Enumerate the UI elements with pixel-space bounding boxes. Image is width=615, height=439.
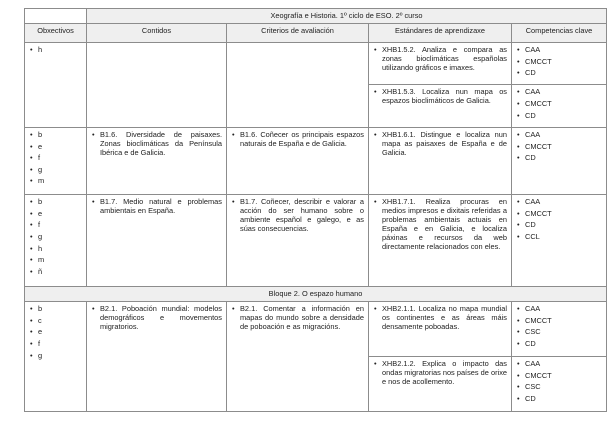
competencias-cell — [512, 195, 607, 287]
competencia-item: • CAA — [516, 87, 602, 96]
table-row — [25, 195, 607, 287]
standard-text: • XHB1.7.1. Realiza procuras en medios impresos e dixitais referidas a problemas ambientais actuais en España e en Galicia, e localiza páxinas e recursos da web directamente relacionados con eles. — [373, 197, 507, 251]
competencias-cell — [512, 85, 607, 127]
competencia-item: • CD — [516, 394, 602, 403]
table-title: Xeografía e Historia. 1º ciclo de ESO. 2º curso — [87, 9, 607, 24]
curriculum-table-body — [25, 9, 607, 412]
criterio-text: • B1.6. Coñecer os principais espazos naturais de España e de Galicia. — [231, 130, 364, 148]
header-criterios: Criterios de avaliación — [227, 23, 369, 42]
obxectivo-item: • e — [29, 209, 82, 218]
competencia-item: • CMCCT — [516, 99, 602, 108]
obxectivo-item: • f — [29, 339, 82, 348]
contido-text: • B1.7. Medio natural e problemas ambientais en España. — [91, 197, 222, 215]
standard-text-cell — [369, 42, 512, 84]
criterio-text-cell — [227, 42, 369, 127]
standard-text: • XHB1.5.2. Analiza e compara as zonas bioclimáticas españolas utilizando gráficos e imaxes. — [373, 45, 507, 72]
standard-text: • XHB1.6.1. Distingue e localiza nun mapa as paisaxes de España e de Galicia. — [373, 130, 507, 157]
standard-text-cell — [369, 357, 512, 412]
criterio-text-cell — [227, 302, 369, 412]
obxectivo-item: • g — [29, 165, 82, 174]
standard-text: • XHB1.5.3. Localiza nun mapa os espazos bioclimáticos de Galicia. — [373, 87, 507, 105]
competencia-item: • CD — [516, 111, 602, 120]
obxectivo-item: • m — [29, 255, 82, 264]
standard-text: • XHB2.1.2. Explica o impacto das ondas migratorias nos países de orixe e nos de acollemento. — [373, 359, 507, 386]
obxectivos-cell — [25, 302, 87, 412]
title-corner-cell — [25, 9, 87, 24]
competencia-list — [516, 45, 602, 77]
criterio-text-cell — [227, 195, 369, 287]
obxectivo-item: • b — [29, 130, 82, 139]
obxectivo-item: • e — [29, 142, 82, 151]
competencia-item: • CD — [516, 220, 602, 229]
header-competencias: Competencias clave — [512, 23, 607, 42]
obxectivo-item: • f — [29, 153, 82, 162]
contido-text: • B1.6. Diversidade de paisaxes. Zonas bioclimáticas da Península Ibérica e de Galicia. — [91, 130, 222, 157]
obxectivo-item: • g — [29, 351, 82, 360]
competencia-list — [516, 130, 602, 162]
header-contidos: Contidos — [87, 23, 227, 42]
header-estandares: Estándares de aprendizaxe — [369, 23, 512, 42]
criterio-text: • B1.7. Coñecer, describir e valorar a acción do ser humano sobre o ambiente español e galego, e as súas consecuencias. — [231, 197, 364, 233]
table-row — [25, 127, 607, 194]
competencia-item: • CAA — [516, 359, 602, 368]
competencia-item: • CAA — [516, 197, 602, 206]
competencia-item: • CAA — [516, 45, 602, 54]
obxectivo-item: • m — [29, 176, 82, 185]
curriculum-table — [24, 8, 607, 412]
obxectivo-item: • b — [29, 197, 82, 206]
obxectivo-item: • c — [29, 316, 82, 325]
competencia-item: • CSC — [516, 382, 602, 391]
obxectivo-item: • e — [29, 327, 82, 336]
obxectivo-item: • ñ — [29, 267, 82, 276]
competencia-item: • CMCCT — [516, 371, 602, 380]
competencias-cell — [512, 357, 607, 412]
title-row — [25, 9, 607, 24]
obxectivo-item: • g — [29, 232, 82, 241]
obxectivo-item: • b — [29, 304, 82, 313]
competencia-item: • CD — [516, 339, 602, 348]
criterio-text: • B2.1. Comentar a información en mapas do mundo sobre a densidade de poboación e as migracións. — [231, 304, 364, 331]
obxectivos-cell — [25, 195, 87, 287]
table-row — [25, 302, 607, 357]
contido-text-cell — [87, 302, 227, 412]
standard-text-cell — [369, 85, 512, 127]
obxectivo-item: • h — [29, 244, 82, 253]
competencia-item: • CMCCT — [516, 316, 602, 325]
block-title-row — [25, 287, 607, 302]
obxectivo-list — [29, 304, 82, 360]
competencia-list — [516, 304, 602, 348]
block-title: Bloque 2. O espazo humano — [25, 287, 607, 302]
competencia-item: • CD — [516, 153, 602, 162]
competencia-item: • CMCCT — [516, 142, 602, 151]
competencia-item: • CCL — [516, 232, 602, 241]
competencia-list — [516, 197, 602, 241]
competencia-item: • CAA — [516, 130, 602, 139]
contido-text-cell — [87, 42, 227, 127]
competencia-item: • CSC — [516, 327, 602, 336]
competencias-cell — [512, 42, 607, 84]
competencia-item: • CMCCT — [516, 57, 602, 66]
competencia-item: • CMCCT — [516, 209, 602, 218]
contido-text-cell — [87, 195, 227, 287]
header-obxectivos: Obxectivos — [25, 23, 87, 42]
competencia-list — [516, 87, 602, 119]
obxectivo-list — [29, 197, 82, 276]
competencias-cell — [512, 302, 607, 357]
competencia-list — [516, 359, 602, 403]
competencia-item: • CD — [516, 68, 602, 77]
standard-text-cell — [369, 195, 512, 287]
contido-text: • B2.1. Poboación mundial: modelos demográficos e movementos migratorios. — [91, 304, 222, 331]
standard-text-cell — [369, 302, 512, 357]
competencia-item: • CAA — [516, 304, 602, 313]
obxectivos-cell — [25, 127, 87, 194]
obxectivos-cell — [25, 42, 87, 127]
standard-text-cell — [369, 127, 512, 194]
obxectivo-item: • h — [29, 45, 82, 54]
obxectivo-list — [29, 45, 82, 54]
competencias-cell — [512, 127, 607, 194]
table-row — [25, 42, 607, 84]
standard-text: • XHB2.1.1. Localiza no mapa mundial os continentes e as áreas máis densamente poboadas. — [373, 304, 507, 331]
header-row — [25, 23, 607, 42]
criterio-text-cell — [227, 127, 369, 194]
obxectivo-list — [29, 130, 82, 186]
contido-text-cell — [87, 127, 227, 194]
obxectivo-item: • f — [29, 220, 82, 229]
